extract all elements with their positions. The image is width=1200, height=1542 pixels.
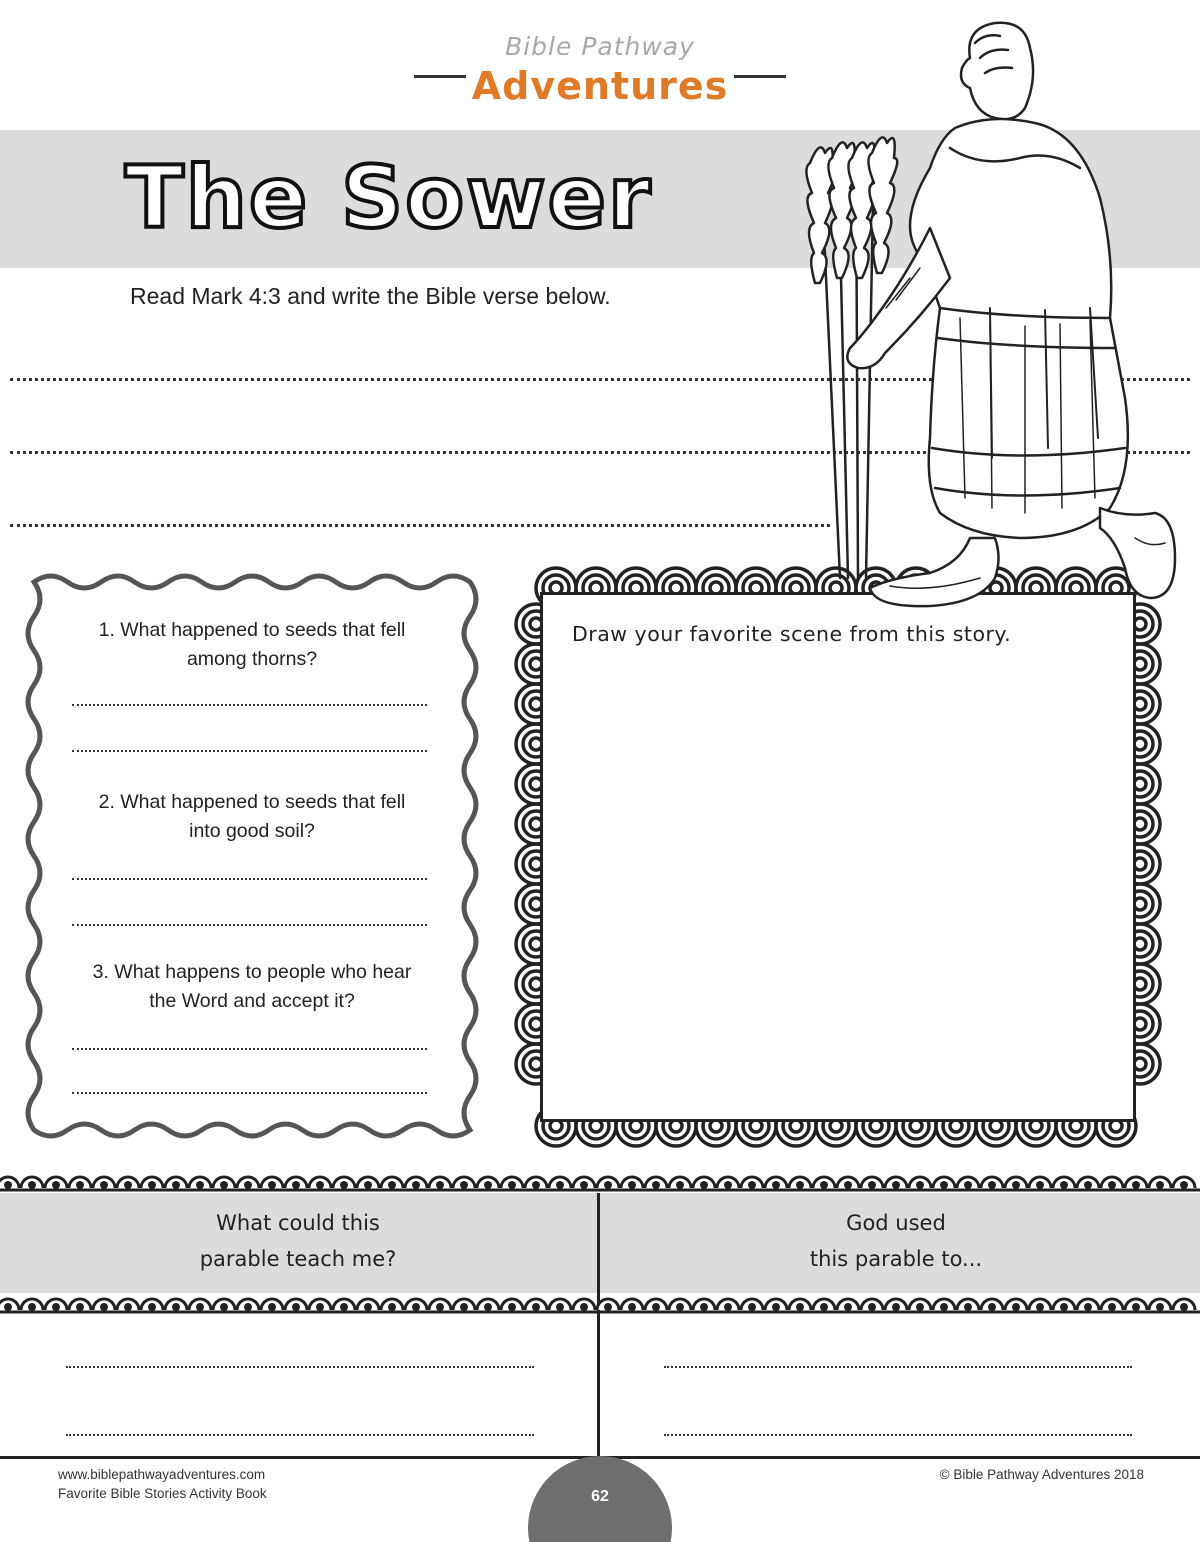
question-3-line-1: 3. What happens to people who hear [92, 961, 412, 983]
answer-line[interactable] [72, 1092, 427, 1094]
left-heading-line-2: parable teach me? [199, 1247, 397, 1271]
strip-dot [510, 1305, 515, 1310]
strip-dot [438, 1305, 443, 1310]
right-heading-line-1: God used [846, 1211, 946, 1235]
strip-dot [1062, 1183, 1067, 1188]
logo-line-2: Adventures [471, 64, 729, 108]
answer-line[interactable] [72, 704, 427, 706]
strip-dot [414, 1305, 419, 1310]
publisher-logo [410, 30, 790, 110]
strip-dot [486, 1183, 491, 1188]
scallop-strip-bottom [0, 1290, 1200, 1320]
answer-line[interactable] [72, 878, 427, 880]
strip-dot [1182, 1305, 1187, 1310]
question-3-line-2: the Word and accept it? [149, 990, 355, 1012]
answer-line[interactable] [72, 924, 427, 926]
strip-dot [942, 1305, 947, 1310]
questions-panel [22, 570, 482, 1142]
strip-dot [942, 1183, 947, 1188]
strip-dot [390, 1305, 395, 1310]
left-heading-line-1: What could this [216, 1211, 380, 1235]
strip-dot [174, 1305, 179, 1310]
answer-line[interactable] [664, 1366, 1132, 1368]
question-2-line-2: into good soil? [189, 820, 315, 842]
strip-dot [606, 1183, 611, 1188]
strip-dot [918, 1305, 923, 1310]
strip-dot [990, 1183, 995, 1188]
strip-dot [342, 1183, 347, 1188]
footer-website[interactable]: www.biblepathwayadventures.com [58, 1467, 266, 1482]
strip-dot [1158, 1183, 1163, 1188]
footer-book-title: Favorite Bible Stories Activity Book [58, 1486, 267, 1501]
strip-dot [438, 1183, 443, 1188]
answer-line[interactable] [72, 1048, 427, 1050]
left-column-heading [18, 1205, 578, 1277]
strip-dot [270, 1305, 275, 1310]
verse-instruction: Read Mark 4:3 and write the Bible verse below. [130, 283, 611, 309]
question-2-line-1: 2. What happened to seeds that fell [98, 791, 406, 813]
strip-dot [1086, 1183, 1091, 1188]
strip-dot [1158, 1305, 1163, 1310]
strip-dot [774, 1183, 779, 1188]
strip-dot [990, 1305, 995, 1310]
drawing-area[interactable] [540, 592, 1136, 1122]
right-column-heading [616, 1205, 1176, 1277]
strip-dot [150, 1305, 155, 1310]
strip-dot [366, 1183, 371, 1188]
strip-dot [462, 1183, 467, 1188]
strip-dot [1110, 1183, 1115, 1188]
strip-dot [294, 1305, 299, 1310]
strip-dot [102, 1305, 107, 1310]
strip-dot [486, 1305, 491, 1310]
strip-dot [582, 1305, 587, 1310]
strip-dot [78, 1183, 83, 1188]
strip-dot [534, 1183, 539, 1188]
strip-dot [534, 1305, 539, 1310]
footer-copyright: © Bible Pathway Adventures 2018 [939, 1467, 1144, 1482]
strip-dot [30, 1183, 35, 1188]
strip-dot [54, 1305, 59, 1310]
strip-dot [102, 1183, 107, 1188]
strip-dot [702, 1305, 707, 1310]
strip-dot [318, 1183, 323, 1188]
strip-dot [582, 1183, 587, 1188]
strip-dot [966, 1305, 971, 1310]
strip-dot [1014, 1183, 1019, 1188]
strip-dot [894, 1183, 899, 1188]
question-2 [62, 788, 442, 846]
strip-dot [654, 1305, 659, 1310]
strip-dot [222, 1183, 227, 1188]
strip-dot [246, 1305, 251, 1310]
strip-dot [798, 1183, 803, 1188]
strip-dot [726, 1305, 731, 1310]
sower-illustration [780, 18, 1200, 618]
strip-dot [1086, 1305, 1091, 1310]
column-divider [597, 1193, 600, 1456]
strip-dot [966, 1183, 971, 1188]
strip-dot [6, 1305, 11, 1310]
strip-dot [510, 1183, 515, 1188]
strip-dot [846, 1305, 851, 1310]
strip-dot [270, 1183, 275, 1188]
question-1-line-2: among thorns? [186, 648, 318, 670]
strip-dot [6, 1183, 11, 1188]
strip-dot [1062, 1305, 1067, 1310]
question-3 [62, 958, 442, 1016]
strip-dot [654, 1183, 659, 1188]
strip-dot [126, 1183, 131, 1188]
strip-dot [246, 1183, 251, 1188]
strip-dot [318, 1305, 323, 1310]
footer-left [58, 1465, 267, 1503]
strip-dot [750, 1305, 755, 1310]
strip-dot [1110, 1305, 1115, 1310]
strip-dot [558, 1305, 563, 1310]
strip-dot [1182, 1183, 1187, 1188]
strip-dot [1038, 1305, 1043, 1310]
strip-dot [702, 1183, 707, 1188]
question-1-line-1: 1. What happened to seeds that fell [98, 619, 406, 641]
strip-dot [822, 1183, 827, 1188]
strip-dot [174, 1183, 179, 1188]
drawing-prompt: Draw your favorite scene from this story. [572, 622, 1012, 646]
logo-line-1: Bible Pathway [505, 32, 695, 61]
strip-dot [78, 1305, 83, 1310]
strip-dot [150, 1183, 155, 1188]
verse-writing-line[interactable] [10, 524, 830, 527]
strip-dot [822, 1305, 827, 1310]
strip-dot [870, 1305, 875, 1310]
answer-line[interactable] [72, 750, 427, 752]
strip-dot [414, 1183, 419, 1188]
strip-dot [774, 1305, 779, 1310]
page-title: The Sower [125, 148, 653, 248]
strip-dot [198, 1183, 203, 1188]
strip-dot [750, 1183, 755, 1188]
strip-dot [198, 1305, 203, 1310]
question-1 [62, 616, 442, 674]
strip-dot [630, 1183, 635, 1188]
strip-dot [870, 1183, 875, 1188]
strip-dot [678, 1305, 683, 1310]
answer-line[interactable] [66, 1366, 534, 1368]
strip-dot [1014, 1305, 1019, 1310]
strip-dot [126, 1305, 131, 1310]
strip-dot [222, 1305, 227, 1310]
strip-dot [918, 1183, 923, 1188]
strip-dot [1134, 1305, 1139, 1310]
strip-dot [294, 1183, 299, 1188]
right-heading-line-2: this parable to... [809, 1247, 983, 1271]
strip-dot [630, 1305, 635, 1310]
strip-dot [558, 1183, 563, 1188]
answer-line[interactable] [664, 1434, 1132, 1436]
page-number: 62 [591, 1488, 609, 1505]
strip-dot [798, 1305, 803, 1310]
strip-dot [846, 1183, 851, 1188]
strip-dot [726, 1183, 731, 1188]
strip-dot [342, 1305, 347, 1310]
strip-dot [390, 1183, 395, 1188]
strip-dot [678, 1183, 683, 1188]
strip-dot [606, 1305, 611, 1310]
strip-dot [462, 1305, 467, 1310]
strip-dot [1134, 1183, 1139, 1188]
strip-dot [366, 1305, 371, 1310]
strip-dot [1038, 1183, 1043, 1188]
strip-dot [894, 1305, 899, 1310]
strip-dot [30, 1305, 35, 1310]
answer-line[interactable] [66, 1434, 534, 1436]
strip-dot [54, 1183, 59, 1188]
